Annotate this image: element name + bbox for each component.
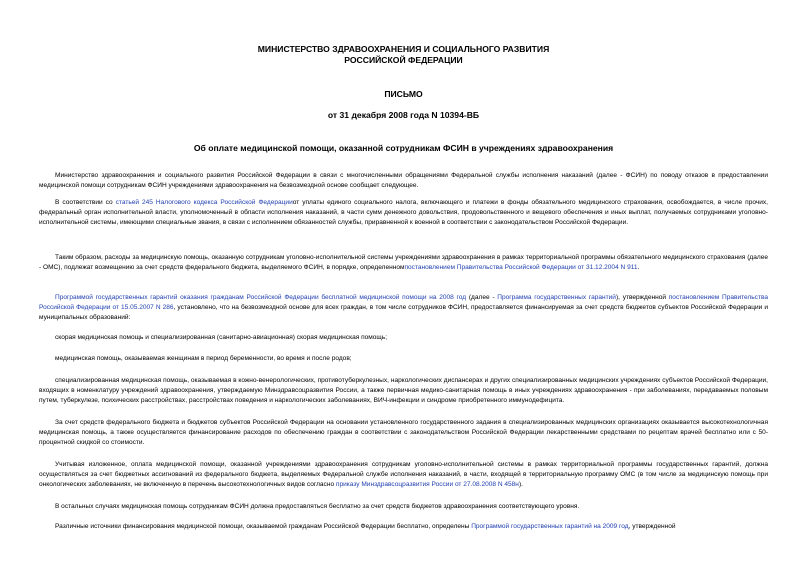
ministry-name-line1: МИНИСТЕРСТВО ЗДРАВООХРАНЕНИЯ И СОЦИАЛЬНОГО РАЗВИТИЯ [257, 44, 550, 54]
paragraph-tax-code [39, 198, 768, 229]
paragraph-intro-text: Министерство здравоохранения и социального развития Российской Федерации в связи с многочисленными обращениями Федеральной службы исполнения наказаний (далее - ФСИН) по поводу отказов в предоставлении медицинской помощи сотрудникам ФСИН учреждениями здравоохранения на безвозмездной основе сообщает следующее. [39, 172, 768, 190]
link-government-resolution-286[interactable]: постановлением Правительства Российской Федерации от 15.05.2007 N 286 [39, 294, 769, 312]
paragraph-other-cases-text: В остальных случаях медицинская помощь сотрудникам ФСИН должна предоставляться бесплатно за счет средств бюджетов здравоохранения соответствующего уровня. [55, 503, 580, 510]
text-span: Различные источники финансирования медицинской помощи, оказываемой гражданам Российской Федерации бесплатно, определены [55, 523, 472, 530]
paragraph-maternity-care [39, 354, 768, 364]
text-span: от уплаты единого социального налога, включающего и платежи в фонды обязательного медицинского страхования, освобождается, в числе прочих, федеральный орган исполнительной власти, уполномоченный в области исполнения наказаний, в части сумм денежного довольствия, продовольственного и вещевого обеспечения и иных выплат, получаемых сотрудниками уголовно-исполнительной системы, имеющими специальные звания, в связи с исполнением обязанностей службы, приравненной к военной в соответствии с законодательством Российской Федерации. [39, 199, 768, 227]
link-state-guarantees-program-2009[interactable]: Программой государственных гарантий на 2009 год [471, 523, 629, 530]
paragraph-funding-sources [39, 522, 768, 532]
document-date-number: от 31 декабря 2008 года N 10394-ВБ [327, 110, 480, 120]
paragraph-specialized-care-text: специализированная медицинская помощь, оказываемая в кожно-венерологических, противотуберкулезных, наркологических диспансерах и других специализированных медицинских учреждениях субъектов Российской Федерации, входящих в номенклатуру учреждений здравоохранения, утверждаемую Минздравсоцразвития России, а также первичная медико-санитарная помощь в иных учреждениях здравоохранения - при заболеваниях, передаваемых половым путем, туберкулезе, психических расстройствах, расстройствах поведения и наркологических заболеваниях, ВИЧ-инфекции и синдроме приобретенного иммунодефицита. [39, 377, 768, 405]
paragraph-high-tech-care-text: За счет средств федерального бюджета и бюджетов субъектов Российской Федерации на основании установленного государственного задания в специализированных медицинских организациях оказывается высокотехнологичная медицинская помощь, а также осуществляется финансирование расходов по обеспечению граждан в соответствии с законодательством Российской Федерации лекарственными средствами по рецептам врачей бесплатно или с 50-процентной скидкой со стоимости. [39, 419, 768, 447]
paragraph-reimbursement [39, 253, 768, 273]
text-span: Таким образом, расходы за медицинскую помощь, оказанную сотрудникам уголовно-исполнительной системы учреждениями здравоохранения в рамках территориальной программы обязательного медицинского страхования (далее - ОМС), подлежат возмещению за счет средств федерального бюджета, выделяемого ФСИН, в порядке, определенном [39, 254, 768, 272]
paragraph-intro [39, 171, 768, 191]
text-span: , утвержденной [628, 523, 676, 530]
link-ministry-order-458n[interactable]: приказу Минздравсоцразвития России от 27.08.2008 N 458н [335, 481, 519, 489]
text-span: Учитывая изложенное, оплата медицинской помощи, оказанной учреждениями здравоохранения сотрудникам уголовно-исполнительной системы в рамках территориальной программы государственных гарантий, должна осуществляться за счет бюджетных ассигнований из федерального бюджета, выделяемых Федеральной службе исполнения наказаний, в части, входящей в территориальную программу ОМС (в том числе за медицинскую помощь при онкологических заболеваниях, не включенную в перечень высокотехнологичных видов согласно [39, 461, 768, 489]
paragraph-emergency-care-text: скорая медицинская помощь и специализированная (санитарно-авиационная) скорая медицинская помощь; [55, 334, 388, 341]
paragraph-high-tech-care [39, 418, 768, 449]
link-tax-code-article-245[interactable]: статьей 245 Налогового кодекса Российской Федерации [115, 199, 293, 206]
text-span: (далее - [466, 294, 498, 301]
text-span: ). [518, 481, 523, 489]
paragraph-payment-conclusion [39, 460, 768, 491]
paragraph-emergency-care [39, 333, 768, 343]
document-type: ПИСЬМО [384, 89, 423, 99]
text-span: ), утвержденной [615, 294, 669, 301]
text-span: . [637, 264, 640, 272]
link-state-guarantees-program[interactable]: Программа государственных гарантий [497, 294, 616, 301]
text-span: В соответствии со [55, 199, 116, 206]
document-title: Об оплате медицинской помощи, оказанной сотрудникам ФСИН в учреждениях здравоохранения [193, 143, 614, 153]
paragraph-maternity-care-text: медицинская помощь, оказываемая женщинам в период беременности, во время и после родов; [55, 355, 352, 362]
ministry-name-line2: РОССИЙСКОЙ ФЕДЕРАЦИИ [344, 55, 463, 65]
paragraph-other-cases [39, 502, 768, 512]
link-government-resolution-911[interactable]: постановлением Правительства Российской Федерации от 31.12.2004 N 911 [404, 264, 638, 272]
link-state-guarantees-program-2008[interactable]: Программой государственных гарантий оказания гражданам Российской Федерации бесплатной медицинской помощи на 2008 год [55, 294, 467, 301]
text-span: , установлено, что на безвозмездной основе для всех граждан, в том числе сотрудников ФСИН, предоставляется финансируемая за счет средств бюджетов субъектов Российской Федерации и муниципальных образований: [39, 304, 768, 322]
paragraph-specialized-care [39, 376, 768, 407]
paragraph-state-guarantees [39, 293, 768, 324]
